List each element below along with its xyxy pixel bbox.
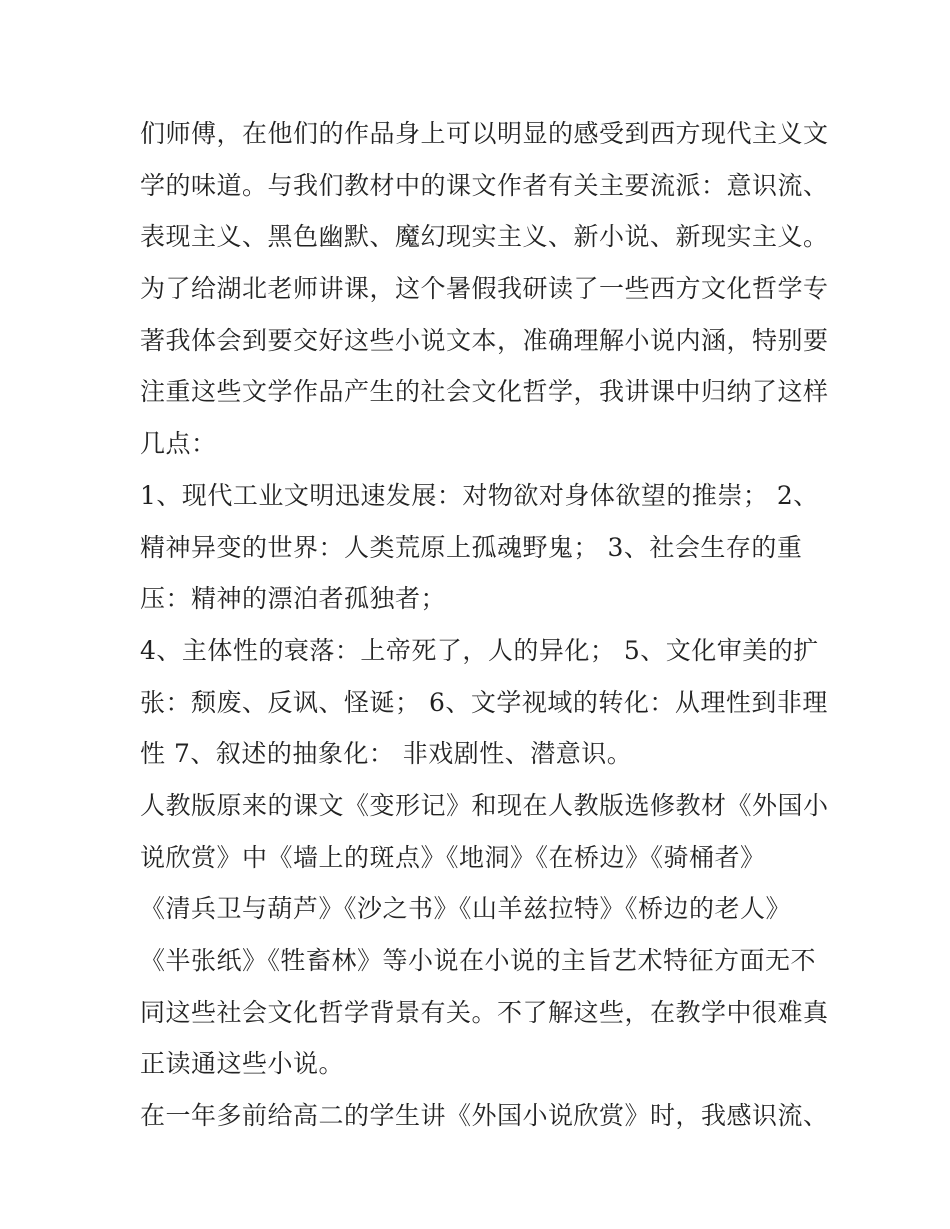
text-line: 著我体会到要交好这些小说文本，准确理解小说内涵，特别要: [140, 325, 829, 355]
text-line: 几点：: [140, 429, 217, 459]
text-line: 们师傅，在他们的作品身上可以明显的感受到西方现代主义文: [140, 119, 829, 148]
list-line: 张：颓废、反讽、怪诞； 6、文学视域的转化：从理性到非理: [140, 687, 828, 717]
list-line: 性 7、叙述的抽象化： 非戏剧性、潜意识。: [140, 739, 633, 769]
text-line: 《清兵卫与葫芦》《沙之书》《山羊兹拉特》《桥边的老人》: [140, 894, 792, 924]
text-line: 注重这些文学作品产生的社会文化哲学，我讲课中归纳了这样: [140, 377, 829, 407]
list-line: 压：精神的漂泊者孤独者；: [140, 584, 447, 614]
text-line: 人教版原来的课文《变形记》和现在人教版选修教材《外国小: [140, 790, 829, 820]
text-line: 为了给湖北老师讲课，这个暑假我研读了一些西方文化哲学专: [140, 274, 829, 304]
text-line: 说欣赏》中《墙上的斑点》《地洞》《在桥边》《骑桶者》: [140, 842, 766, 872]
list-line: 1、现代工业文明迅速发展：对物欲对身体欲望的推崇； 2、: [140, 480, 819, 510]
list-line: 4、主体性的衰落：上帝死了，人的异化； 5、文化审美的扩: [140, 635, 819, 665]
body-text: [140, 108, 829, 1142]
text-line: 表现主义、黑色幽默、魔幻现实主义、新小说、新现实主义。: [140, 222, 829, 252]
text-line: 《半张纸》《牲畜林》等小说在小说的主旨艺术特征方面无不: [140, 946, 817, 975]
text-line: 学的味道。与我们教材中的课文作者有关主要流派：意识流、: [140, 170, 829, 200]
list-line: 精神异变的世界：人类荒原上孤魂野鬼； 3、社会生存的重: [140, 532, 803, 562]
text-line: 在一年多前给高二的学生讲《外国小说欣赏》时，我感识流、: [140, 1101, 829, 1131]
text-line: 正读通这些小说。: [140, 1049, 345, 1079]
text-line: 同这些社会文化哲学背景有关。不了解这些，在教学中很难真: [140, 997, 829, 1027]
